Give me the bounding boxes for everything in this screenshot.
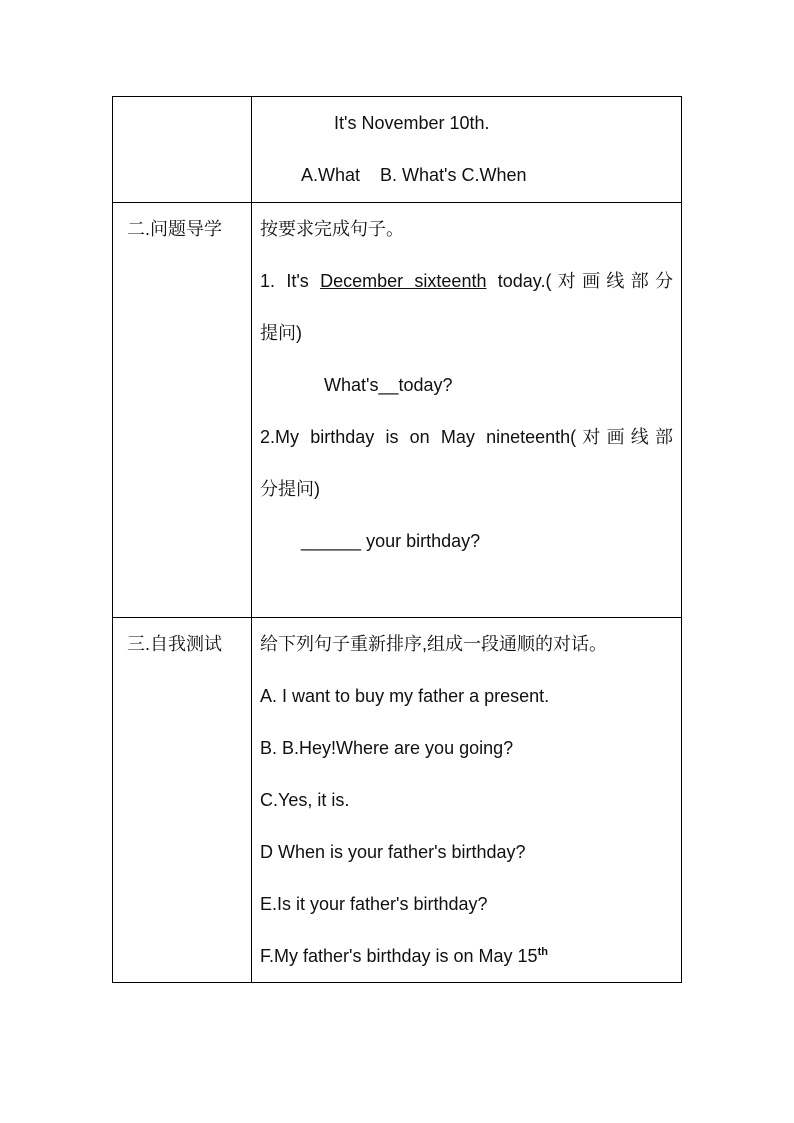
table-row xyxy=(113,203,682,618)
question-2-answer: ______ your birthday? xyxy=(301,531,481,551)
list-item: E.Is it your father's birthday? xyxy=(260,894,488,914)
q1-prefix: 1. It's xyxy=(260,271,321,291)
list-item: B. B.Hey!Where are you going? xyxy=(260,738,514,758)
question-2-continued: 分提问) xyxy=(260,479,320,499)
q1-suffix: today.(对画线部分 xyxy=(486,271,674,291)
question-2: 2.My birthday is on May nineteenth(对画线部 xyxy=(260,427,673,447)
q1-underlined-text: December sixteenth xyxy=(320,271,487,291)
list-item: A. I want to buy my father a present. xyxy=(260,686,550,706)
list-item xyxy=(252,930,681,982)
row1-label-cell xyxy=(113,97,252,203)
option-a: A.What xyxy=(301,165,361,185)
table-row xyxy=(113,618,682,983)
question-1-continued: 提问) xyxy=(260,323,302,343)
row3-content-cell xyxy=(252,618,682,983)
row2-label-cell xyxy=(113,203,252,618)
question-1-answer: What's__today? xyxy=(324,375,453,395)
answer-line: It's November 10th. xyxy=(334,113,490,133)
list-item: D When is your father's birthday? xyxy=(260,842,526,862)
section-label: 二.问题导学 xyxy=(127,219,223,239)
row1-content-cell xyxy=(252,97,682,203)
instruction: 给下列句子重新排序,组成一段通顺的对话。 xyxy=(260,634,607,654)
options-line xyxy=(252,149,681,201)
instruction: 按要求完成句子。 xyxy=(260,219,404,239)
last-item-text: F.My father's birthday is on May 15 xyxy=(260,946,538,966)
list-item: C.Yes, it is. xyxy=(260,790,350,810)
row2-content-cell xyxy=(252,203,682,618)
row3-label-cell xyxy=(113,618,252,983)
worksheet-table xyxy=(112,96,682,983)
option-b-c: B. What's C.When xyxy=(380,165,527,185)
section-label: 三.自我测试 xyxy=(127,634,223,654)
ordinal-suffix: th xyxy=(537,946,548,958)
question-1 xyxy=(252,255,681,307)
table-row xyxy=(113,97,682,203)
